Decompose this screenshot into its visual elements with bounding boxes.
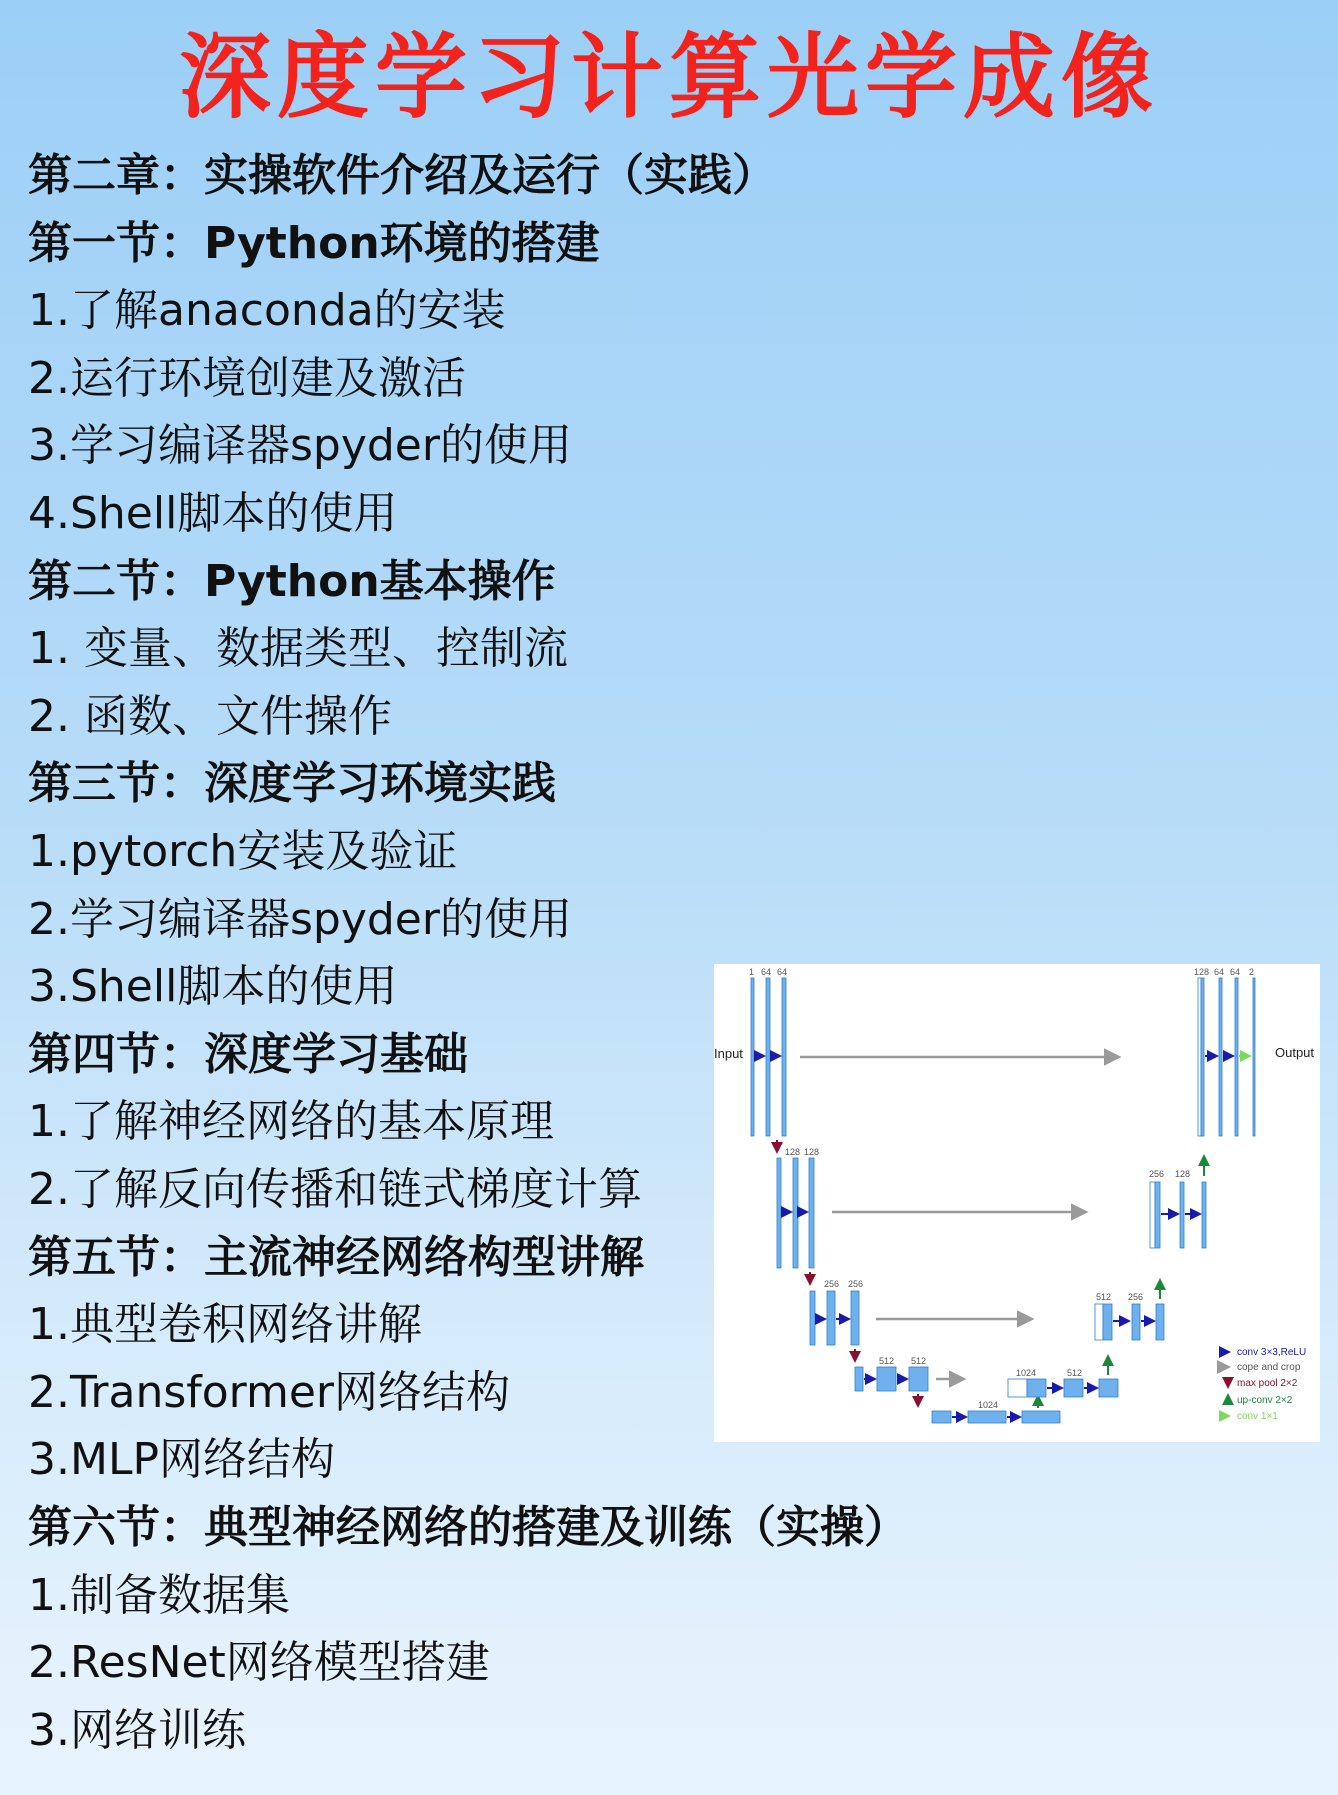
channel-label: 64: [1214, 967, 1225, 977]
outline-item: 2.运行环境创建及激活: [28, 352, 466, 404]
channel-label: 128: [1175, 1169, 1191, 1179]
section-heading: 第一节：Python环境的搭建: [28, 217, 600, 269]
channel-label: 512: [879, 1356, 895, 1366]
encoder-level-3: [810, 1279, 863, 1345]
legend: [1219, 1347, 1306, 1422]
channel-label: 256: [848, 1279, 864, 1289]
outline-item: 2. 函数、文件操作: [28, 690, 392, 742]
bottleneck: [932, 1400, 1060, 1423]
channel-label: 64: [1230, 967, 1241, 977]
decoder-level-3: [1095, 1292, 1164, 1340]
page-title: 深度学习计算光学成像: [178, 24, 1159, 131]
feature-map: [793, 1158, 798, 1268]
cropped-map: [1150, 1182, 1155, 1248]
channel-label: 1024: [1016, 1368, 1037, 1378]
channel-label: 256: [824, 1279, 840, 1289]
feature-map: [777, 1158, 781, 1268]
section-heading: 第五节：主流神经网络构型讲解: [28, 1231, 644, 1283]
legend-label: up-conv 2×2: [1237, 1395, 1293, 1406]
cropped-map: [1008, 1379, 1027, 1397]
feature-map: [827, 1291, 835, 1345]
decoder-level-2: [1149, 1169, 1206, 1248]
outline-item: 1.制备数据集: [28, 1569, 290, 1621]
feature-map: [1027, 1379, 1046, 1397]
feature-map: [1235, 978, 1238, 1136]
outline-item: 2.ResNet网络模型搭建: [28, 1637, 490, 1689]
feature-map: [782, 978, 786, 1136]
feature-map: [1064, 1379, 1083, 1397]
feature-map: [1103, 1304, 1112, 1340]
feature-map: [1219, 978, 1222, 1136]
outline-item: 1.了解anaconda的安装: [28, 285, 506, 337]
outline-item: 1. 变量、数据类型、控制流: [28, 623, 568, 675]
unet-svg: [714, 964, 1320, 1442]
channel-label: 1: [749, 967, 755, 977]
feature-map: [1180, 1182, 1184, 1248]
section-heading: 第四节：深度学习基础: [28, 1028, 468, 1080]
outline-item: 3.Shell脚本的使用: [28, 961, 398, 1013]
cropped-map: [1198, 978, 1201, 1136]
unet-diagram: [714, 964, 1320, 1442]
section-heading: 第六节：典型神经网络的搭建及训练（实操）: [28, 1502, 908, 1553]
legend-label: cope and crop: [1237, 1362, 1301, 1373]
feature-map: [855, 1367, 863, 1391]
channel-label: 512: [911, 1356, 927, 1366]
feature-map: [1201, 978, 1204, 1136]
channel-label: 2: [1249, 967, 1255, 977]
section-heading: 第二章：实操软件介绍及运行（实践）: [28, 150, 776, 201]
outline-item: 4.Shell脚本的使用: [28, 488, 398, 539]
channel-label: 512: [1067, 1368, 1083, 1378]
outline-item: 2.了解反向传播和链式梯度计算: [28, 1164, 642, 1215]
legend-label: conv 3×3,ReLU: [1237, 1347, 1307, 1358]
outline-item: 2.Transformer网络结构: [28, 1366, 511, 1418]
feature-map: [1155, 1182, 1160, 1248]
feature-map: [1156, 1304, 1164, 1340]
decoder-level-4: [1008, 1368, 1118, 1397]
outline-item: 1.典型卷积网络讲解: [28, 1299, 422, 1351]
legend-label: conv 1×1: [1237, 1411, 1278, 1422]
encoder-level-1: [749, 967, 787, 1136]
feature-map: [1202, 1182, 1206, 1248]
feature-map: [851, 1291, 859, 1345]
output-label: Output: [1275, 1045, 1315, 1060]
cropped-map: [1095, 1304, 1103, 1340]
channel-label: 1024: [978, 1400, 999, 1410]
outline-item: 3.MLP网络结构: [28, 1434, 335, 1486]
encoder-level-4: [855, 1356, 928, 1391]
outline-item: 2.学习编译器spyder的使用: [28, 893, 572, 945]
section-heading: 第三节：深度学习环境实践: [28, 758, 556, 810]
outline-item: 1.了解神经网络的基本原理: [28, 1096, 554, 1148]
feature-map: [809, 1158, 814, 1268]
encoder-level-2: [777, 1147, 819, 1268]
channel-label: 64: [761, 967, 772, 977]
channel-label: 64: [777, 967, 788, 977]
feature-map: [766, 978, 770, 1136]
input-label: Input: [714, 1046, 743, 1061]
channel-label: 512: [1096, 1292, 1112, 1302]
feature-map: [877, 1367, 896, 1391]
legend-label: max pool 2×2: [1237, 1378, 1298, 1389]
outline-item: 1.pytorch安装及验证: [28, 826, 458, 877]
feature-map: [909, 1367, 928, 1391]
decoder-level-1: [1194, 967, 1255, 1136]
feature-map: [751, 978, 754, 1136]
channel-label: 128: [785, 1147, 801, 1157]
channel-label: 256: [1128, 1292, 1144, 1302]
feature-map: [1132, 1304, 1140, 1340]
outline-item: 3.学习编译器spyder的使用: [28, 420, 572, 472]
feature-map: [810, 1291, 815, 1345]
feature-map: [1022, 1411, 1060, 1423]
feature-map: [1253, 978, 1255, 1136]
channel-label: 128: [804, 1147, 820, 1157]
feature-map: [968, 1411, 1006, 1423]
section-heading: 第二节：Python基本操作: [28, 555, 556, 607]
feature-map: [932, 1411, 951, 1423]
outline-item: 3.网络训练: [28, 1704, 246, 1756]
channel-label: 128: [1194, 967, 1210, 977]
feature-map: [1099, 1379, 1118, 1397]
channel-label: 256: [1149, 1169, 1165, 1179]
